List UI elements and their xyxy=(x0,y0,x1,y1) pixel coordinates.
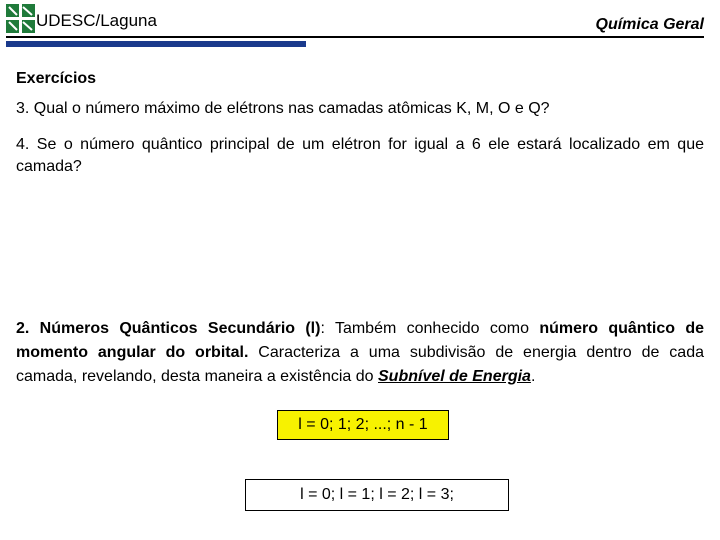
question-3: 3. Qual o número máximo de elétrons nas camadas atômicas K, M, O e Q? xyxy=(16,100,550,117)
section-intro: : Também conhecido como xyxy=(320,320,540,337)
section-end: . xyxy=(530,368,536,385)
exercises-heading: Exercícios xyxy=(16,70,97,87)
formula-values-box: l = 0; l = 1; l = 2; l = 3; xyxy=(245,479,509,511)
section-term: número quântico de momento angular do orbital. xyxy=(16,320,704,361)
subnivel-term: Subnível de Energia xyxy=(378,368,531,385)
section-title: 2. Números Quânticos Secundário (l) xyxy=(16,320,321,337)
course-title: Química Geral xyxy=(595,16,704,33)
slide-header xyxy=(0,0,720,50)
formula-range-box: l = 0; 1; 2; ...; n - 1 xyxy=(277,410,449,440)
section-body: Caracteriza a uma subdivisão de energia dentro de cada camada, revelando, desta maneira a existência do xyxy=(16,344,704,385)
section-paragraph xyxy=(16,317,704,389)
logo-text: UDESC/Laguna xyxy=(36,11,157,30)
header-accent-bar xyxy=(6,41,306,47)
udesc-logo-icon xyxy=(6,4,36,34)
question-4: 4. Se o número quântico principal de um elétron for igual a 6 ele estará localizado em que camada? xyxy=(16,136,704,175)
header-divider xyxy=(6,36,704,38)
